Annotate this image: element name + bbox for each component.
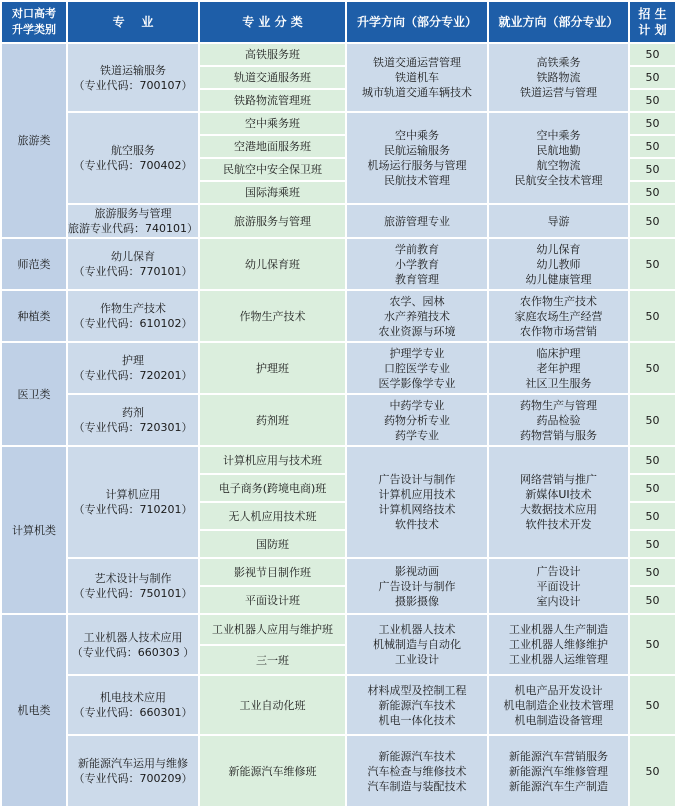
employ-item: 高铁乘务 [536,56,581,69]
further-item: 药学专业 [395,428,439,442]
further-item: 新能源汽车技术 [378,698,456,712]
category-cell: 旅游类 [2,44,66,237]
employ-cell [489,615,628,674]
further-item: 广告设计与制作 [378,473,456,486]
plan-cell: 50 [630,182,675,203]
major-name: 铁道运输服务 [100,63,166,77]
major-code: （专业代码：700107） [73,78,193,92]
employ-item: 社区卫生服务 [525,376,592,390]
category-cell: 种植类 [2,291,66,341]
major-code: （专业代码：750101） [73,587,193,600]
employ-cell [489,559,628,613]
major-code: （专业代码：610102） [73,317,193,330]
further-item: 空中乘务 [395,129,439,142]
further-item: 农学、园林 [389,294,445,308]
further-cell [347,291,487,341]
employ-item: 软件技术开发 [525,518,592,531]
employ-item: 室内设计 [536,594,581,608]
major-code: （专业代码：700402） [73,159,193,172]
employ-item: 老年护理 [536,361,581,375]
plan-cell: 50 [630,676,675,734]
employ-item: 临床护理 [536,346,581,360]
employ-cell [489,395,628,445]
major-code: （专业代码：710201） [73,503,193,516]
employ-cell [489,205,628,237]
category-cell: 计算机类 [2,447,66,613]
employ-item: 幼儿保育 [536,242,581,256]
major-cell [68,676,198,734]
employ-item: 药物生产与管理 [520,398,597,412]
class-cell: 作物生产技术 [200,291,345,341]
plan-cell: 50 [630,475,675,501]
plan-cell: 50 [630,559,675,585]
further-item: 铁道机车 [395,71,439,84]
plan-cell: 50 [630,615,675,674]
further-item: 材料成型及控制工程 [367,683,467,697]
further-cell [347,559,487,613]
employ-cell [489,113,628,203]
employ-item: 大数据技术应用 [520,503,597,516]
employ-item: 工业机器人维修维护 [509,638,608,651]
plan-cell: 50 [630,159,675,180]
major-name: 艺术设计与制作 [94,572,172,585]
further-item: 中药学专业 [389,398,445,412]
employ-item: 工业机器人运维管理 [509,653,608,666]
further-item: 口腔医学专业 [384,361,450,375]
further-item: 民航技术管理 [384,174,450,187]
category-cell: 医卫类 [2,343,66,445]
further-item: 教育管理 [395,272,439,286]
further-item: 机电一体化技术 [378,713,456,727]
employ-item: 平面设计 [536,579,581,593]
employ-item: 机电制造企业技术管理 [503,698,614,712]
header-row [2,2,675,42]
class-cell: 民航空中安全保卫班 [200,159,345,180]
major-code: （专业代码：660301） [73,706,193,719]
further-item: 软件技术 [395,518,439,531]
class-cell: 新能源汽车维修班 [200,736,345,806]
major-name: 作物生产技术 [100,302,166,315]
further-item: 小学教育 [395,257,439,271]
plan-cell: 50 [630,503,675,529]
major-name: 药剂 [122,406,144,419]
major-name: 护理 [122,354,144,367]
further-item: 农业资源与环境 [378,324,456,338]
employ-item: 新媒体UI技术 [525,488,592,501]
major-name: 新能源汽车运用与维修 [78,757,188,770]
further-item: 机场运行服务与管理 [367,159,467,172]
further-item: 民航运输服务 [384,144,450,157]
further-cell [347,205,487,237]
plan-cell: 50 [630,447,675,473]
employ-cell [489,343,628,393]
further-item: 计算机网络技术 [378,503,456,516]
major-code: （专业代码：660303 ） [71,645,195,659]
further-cell [347,239,487,289]
major-name: 幼儿保育 [111,250,155,263]
plan-cell: 50 [630,395,675,445]
major-cell [68,291,198,341]
plan-cell: 50 [630,136,675,157]
employ-item: 铁路物流 [536,71,581,84]
major-cell [68,615,198,674]
major-cell [68,343,198,393]
category-cell: 师范类 [2,239,66,289]
major-name: 机电技术应用 [100,691,166,704]
plan-cell: 50 [630,205,675,237]
employ-item: 空中乘务 [536,129,581,142]
class-cell: 工业自动化班 [200,676,345,734]
employ-item: 新能源汽车营销服务 [509,749,608,763]
plan-cell: 50 [630,736,675,806]
further-cell [347,113,487,203]
employ-item: 民航安全技术管理 [514,174,603,187]
employ-item: 家庭农场生产经营 [514,309,603,323]
header-employment: 就业方向（部分专业） [489,2,628,42]
class-cell: 三一班 [200,646,345,674]
plan-cell: 50 [630,239,675,289]
further-item: 影视动画 [395,564,439,578]
employ-cell [489,447,628,557]
plan-cell: 50 [630,587,675,613]
further-item: 城市轨道交通车辆技术 [362,86,472,99]
employ-item: 机电制造设备管理 [514,713,603,727]
employ-cell [489,736,628,806]
major-name: 计算机应用 [105,488,161,501]
major-code: （专业代码：700209） [73,772,193,785]
employ-cell [489,291,628,341]
class-cell: 国防班 [200,531,345,557]
employ-item: 工业机器人生产制造 [509,623,608,636]
class-cell: 国际海乘班 [200,182,345,203]
further-item: 护理学专业 [389,346,445,360]
class-cell: 影视节目制作班 [200,559,345,585]
employ-item: 农作物生产技术 [520,294,597,308]
further-item: 工业设计 [395,653,439,666]
employ-item: 网络营销与推广 [520,473,597,486]
class-cell: 工业机器人应用与维护班 [200,615,345,644]
major-code: 旅游专业代码：740101） [68,222,198,235]
further-item: 计算机应用技术 [378,488,456,501]
class-cell: 幼儿保育班 [200,239,345,289]
employ-item: 机电产品开发设计 [514,683,603,697]
further-cell [347,615,487,674]
major-cell [68,205,198,237]
plan-cell: 50 [630,531,675,557]
class-cell: 电子商务(跨境电商)班 [200,475,345,501]
further-cell [347,343,487,393]
further-cell [347,395,487,445]
major-cell [68,447,198,557]
header-major: 专 业 [68,2,198,42]
major-cell [68,395,198,445]
major-cell [68,559,198,613]
further-item: 汽车检查与维修技术 [367,764,467,778]
class-cell: 护理班 [200,343,345,393]
employ-item: 药品检验 [536,413,581,427]
further-item: 新能源汽车技术 [378,749,456,763]
further-item: 旅游管理专业 [384,214,450,228]
class-cell: 药剂班 [200,395,345,445]
employ-item: 幼儿健康管理 [525,272,592,286]
class-cell: 旅游服务与管理 [200,205,345,237]
employ-item: 航空物流 [536,159,581,172]
employ-item: 新能源汽车维修管理 [509,764,608,778]
class-cell: 铁路物流管理班 [200,90,345,111]
major-name: 旅游服务与管理 [94,207,172,220]
class-cell: 轨道交通服务班 [200,67,345,88]
employ-cell [489,239,628,289]
header-class: 专 业 分 类 [200,2,345,42]
employ-item: 药物营销与服务 [520,428,597,442]
further-cell [347,44,487,111]
header-category: 对口高考 升学类别 [2,2,66,42]
major-code: （专业代码：720201） [73,369,193,382]
major-cell [68,44,198,111]
further-item: 学前教育 [395,242,439,256]
employ-item: 幼儿教师 [536,257,581,271]
plan-cell: 50 [630,291,675,341]
major-code: （专业代码：720301） [73,421,193,434]
major-code: （专业代码：770101） [73,265,193,278]
employ-cell [489,676,628,734]
employ-item: 广告设计 [536,564,581,578]
further-item: 汽车制造与装配技术 [367,779,467,793]
further-item: 药物分析专业 [384,413,450,427]
further-item: 医学影像学专业 [378,376,456,390]
class-cell: 计算机应用与技术班 [200,447,345,473]
category-cell: 机电类 [2,615,66,806]
plan-cell: 50 [630,343,675,393]
employ-item: 铁道运营与管理 [520,86,597,99]
major-name: 工业机器人技术应用 [83,630,183,644]
further-item: 机械制造与自动化 [373,638,461,651]
employ-item: 民航地勤 [536,144,581,157]
plan-cell: 50 [630,67,675,88]
employ-cell [489,44,628,111]
major-cell [68,113,198,203]
major-cell [68,239,198,289]
class-cell: 高铁服务班 [200,44,345,65]
further-item: 铁道交通运营管理 [373,56,461,69]
further-item: 水产养殖技术 [384,309,450,323]
class-cell: 无人机应用技术班 [200,503,345,529]
plan-cell: 50 [630,44,675,65]
plan-cell: 50 [630,113,675,134]
further-cell [347,447,487,557]
class-cell: 空港地面服务班 [200,136,345,157]
further-cell [347,676,487,734]
further-item: 摄影摄像 [395,594,439,608]
employ-item: 新能源汽车生产制造 [509,779,608,793]
class-cell: 空中乘务班 [200,113,345,134]
further-item: 广告设计与制作 [378,579,456,593]
employ-item: 导游 [547,214,570,228]
further-item: 工业机器人技术 [378,623,456,636]
major-name: 航空服务 [111,144,155,157]
plan-cell: 50 [630,90,675,111]
header-further-study: 升学方向（部分专业） [347,2,487,42]
class-cell: 平面设计班 [200,587,345,613]
employ-item: 农作物市场营销 [520,324,597,338]
header-plan: 招 生 计 划 [630,2,675,42]
further-cell [347,736,487,806]
major-cell [68,736,198,806]
